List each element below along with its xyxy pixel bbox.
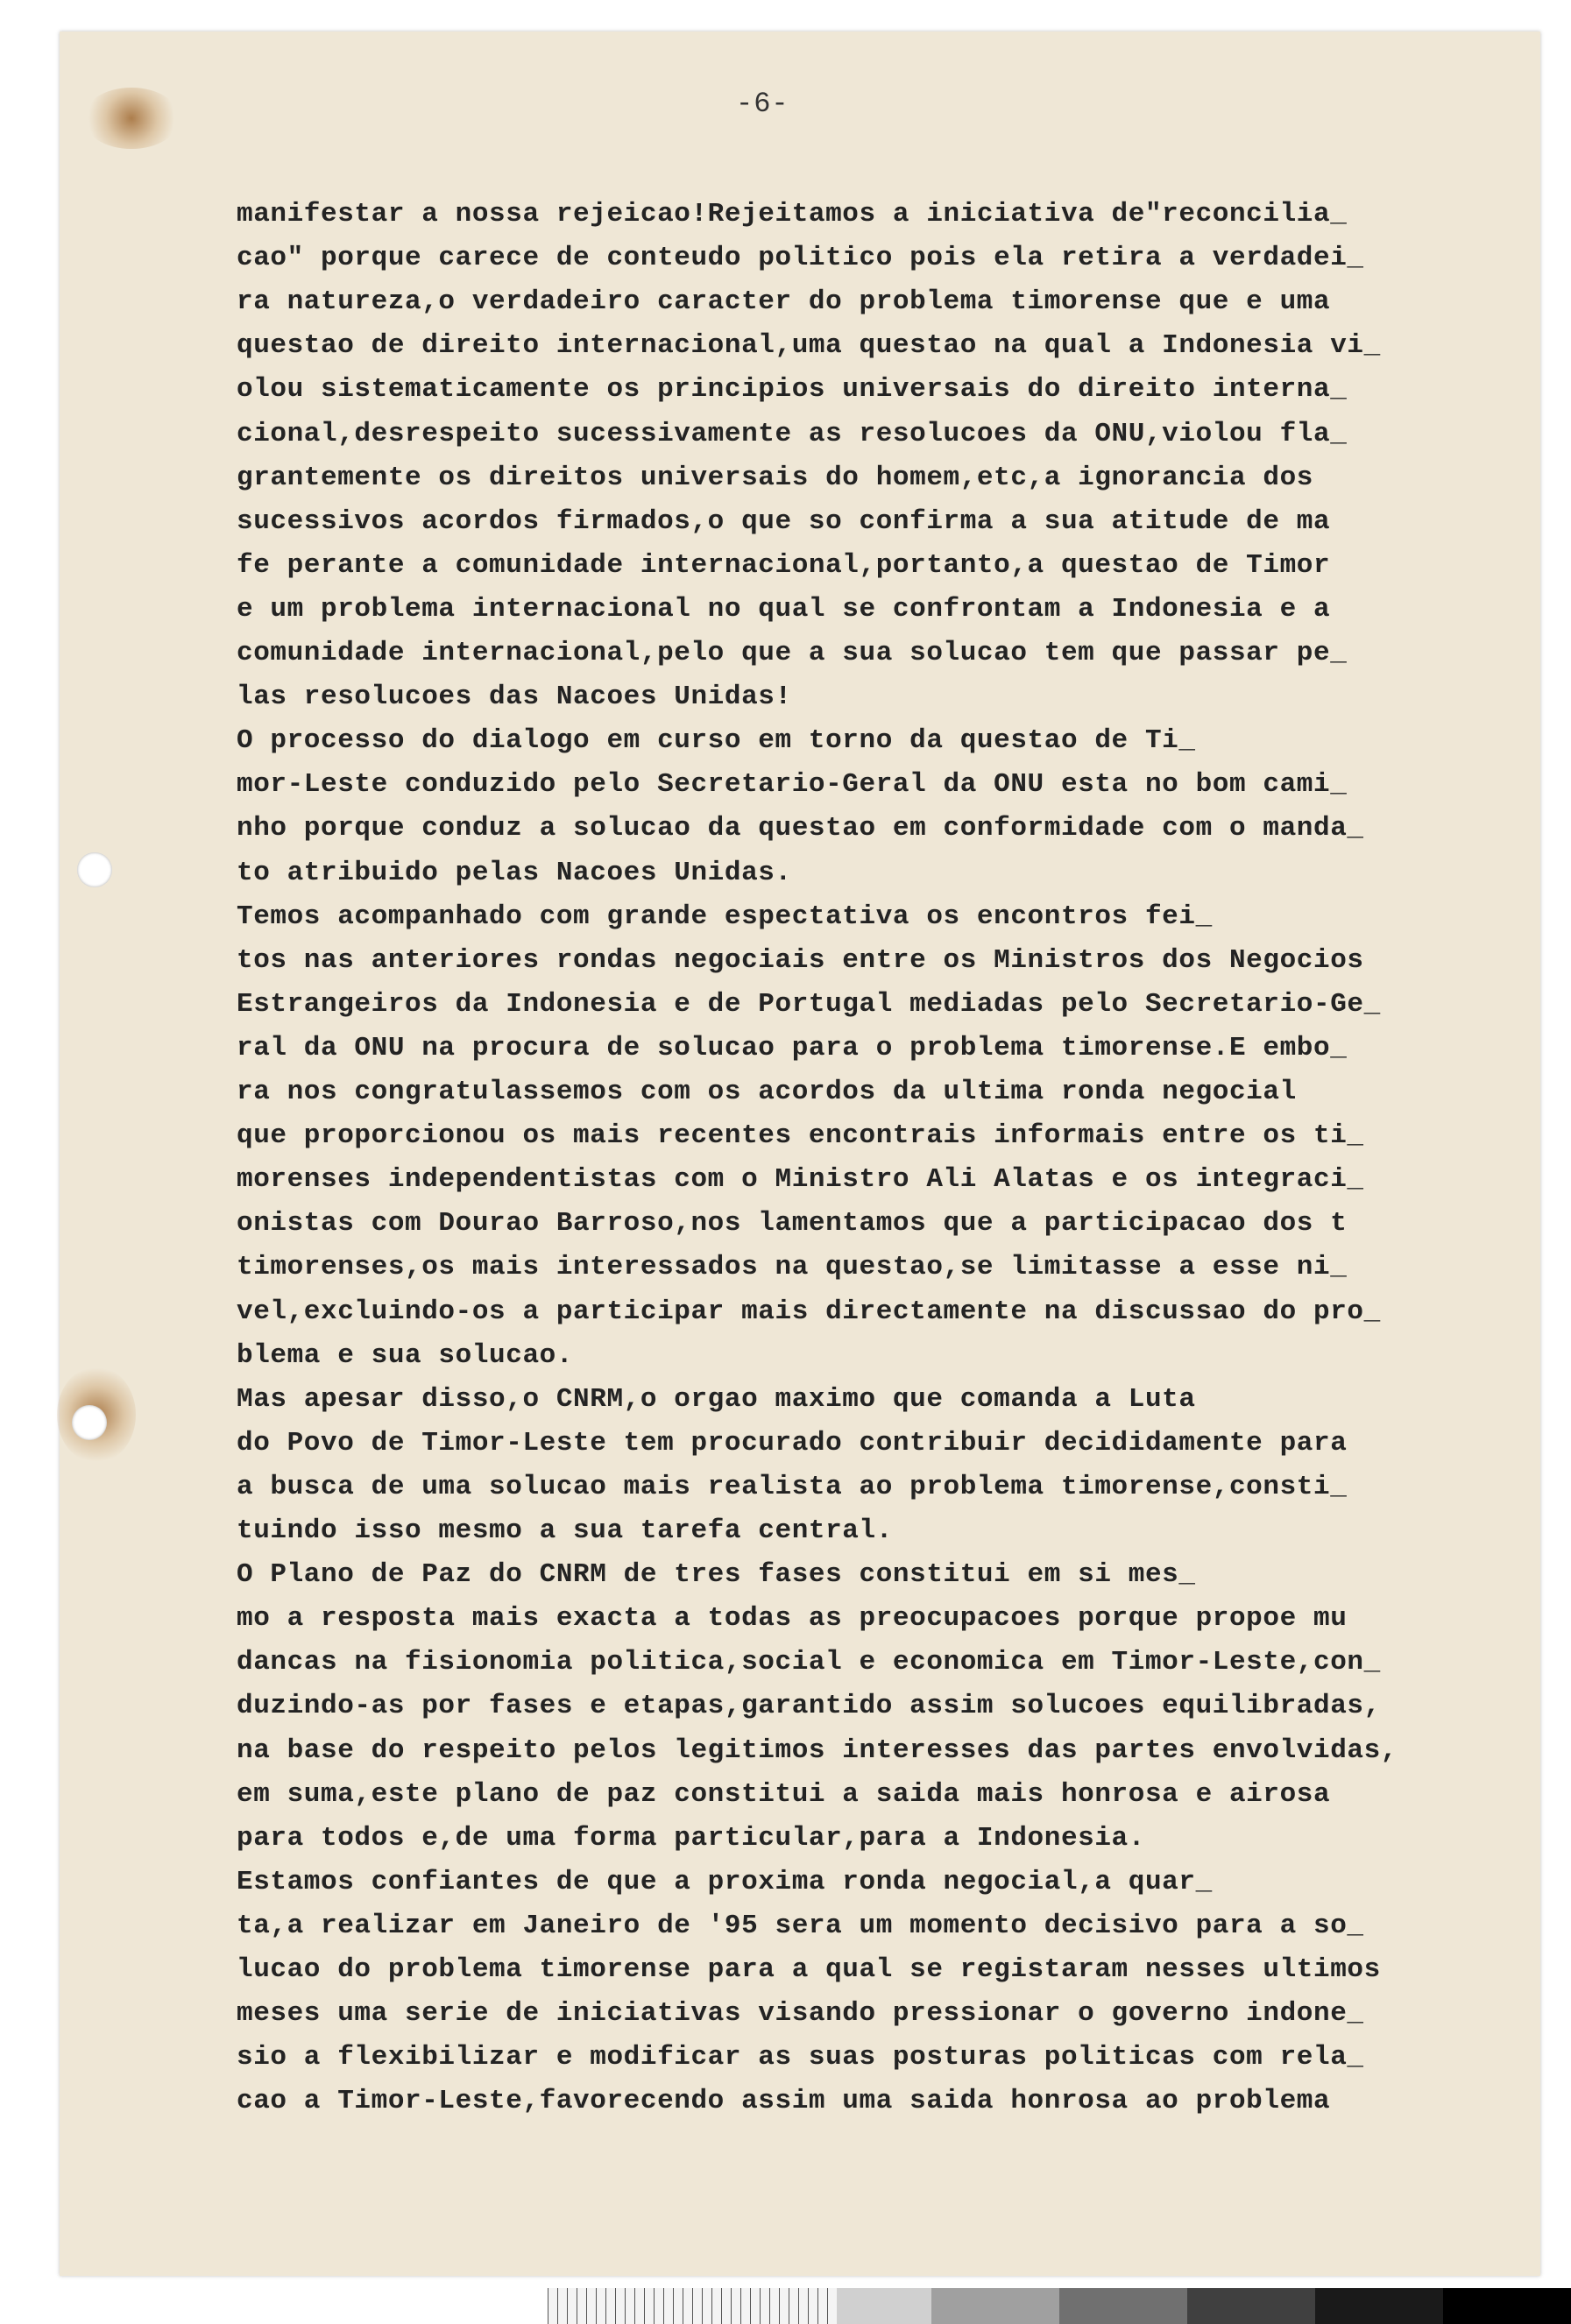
text-line: em suma,este plano de paz constitui a saida mais honrosa e airosa xyxy=(237,1778,1331,1810)
text-line: que proporcionou os mais recentes encontrais informais entre os ti_ xyxy=(237,1120,1364,1152)
text-line: Mas apesar disso,o CNRM,o orgao maximo que comanda a Luta xyxy=(237,1383,1196,1415)
text-line: e um problema internacional no qual se confrontam a Indonesia e a xyxy=(237,593,1331,625)
text-line: grantemente os direitos universais do homem,etc,a ignorancia dos xyxy=(237,462,1313,493)
rust-stain xyxy=(83,88,180,149)
text-line: Estrangeiros da Indonesia e de Portugal mediadas pelo Secretario-Ge_ xyxy=(237,988,1381,1020)
text-line: tos nas anteriores rondas negociais entre os Ministros dos Negocios xyxy=(237,944,1364,976)
text-line: lucao do problema timorense para a qual se registaram nesses ultimos xyxy=(237,1954,1381,1985)
text-line: na base do respeito pelos legitimos interesses das partes envolvidas, xyxy=(237,1734,1398,1766)
text-line: cional,desrespeito sucessivamente as resolucoes da ONU,violou fla_ xyxy=(237,418,1348,449)
text-line: olou sistematicamente os principios universais do direito interna_ xyxy=(237,374,1348,406)
text-line: Temos acompanhado com grande espectativa os encontros fei_ xyxy=(237,901,1213,932)
text-line: to atribuido pelas Nacoes Unidas. xyxy=(237,857,792,888)
text-line: para todos e,de uma forma particular,para a Indonesia. xyxy=(237,1822,1145,1854)
text-line: las resolucoes das Nacoes Unidas! xyxy=(237,682,792,713)
punch-hole xyxy=(77,852,112,887)
text-line: onistas com Dourao Barroso,nos lamentamos que a participacao dos t xyxy=(237,1208,1348,1240)
scale-ruler xyxy=(548,2288,837,2324)
text-line: blema e sua solucao. xyxy=(237,1339,574,1371)
text-line: O Plano de Paz do CNRM de tres fases constitui em si mes_ xyxy=(237,1559,1196,1591)
text-line: O processo do dialogo em curso em torno da questao de Ti_ xyxy=(237,725,1196,757)
text-line: morenses independentistas com o Ministro Ali Alatas e os integraci_ xyxy=(237,1164,1364,1196)
text-line: vel,excluindo-os a participar mais directamente na discussao do pro_ xyxy=(237,1296,1381,1327)
text-line: tuindo isso mesmo a sua tarefa central. xyxy=(237,1515,893,1546)
punch-hole xyxy=(72,1405,107,1440)
text-line: meses uma serie de iniciativas visando pressionar o governo indone_ xyxy=(237,1998,1364,2030)
text-line: cao a Timor-Leste,favorecendo assim uma saida honrosa ao problema xyxy=(237,2086,1331,2117)
text-line: ra natureza,o verdadeiro caracter do problema timorense que e uma xyxy=(237,286,1331,318)
text-line: mor-Leste conduzido pelo Secretario-Geral da ONU esta no bom cami_ xyxy=(237,769,1348,801)
text-line: ral da ONU na procura de solucao para o problema timorense.E embo_ xyxy=(237,1032,1348,1063)
text-line: timorenses,os mais interessados na questao,se limitasse a esse ni_ xyxy=(237,1252,1348,1283)
text-line: do Povo de Timor-Leste tem procurado contribuir decididamente para xyxy=(237,1427,1348,1459)
text-line: sucessivos acordos firmados,o que so confirma a sua atitude de ma xyxy=(237,505,1331,537)
text-line: a busca de uma solucao mais realista ao problema timorense,consti_ xyxy=(237,1471,1348,1502)
text-line: Estamos confiantes de que a proxima ronda negocial,a quar_ xyxy=(237,1866,1213,1897)
text-line: ta,a realizar em Janeiro de '95 sera um momento decisivo para a so_ xyxy=(237,1910,1364,1941)
text-line: duzindo-as por fases e etapas,garantido assim solucoes equilibradas, xyxy=(237,1691,1381,1722)
text-line: dancas na fisionomia politica,social e economica em Timor-Leste,con_ xyxy=(237,1647,1381,1678)
text-line: cao" porque carece de conteudo politico pois ela retira a verdadei_ xyxy=(237,243,1364,274)
text-line: fe perante a comunidade internacional,portanto,a questao de Timor xyxy=(237,549,1331,581)
text-line: manifestar a nossa rejeicao!Rejeitamos a iniciativa de"reconcilia_ xyxy=(237,199,1348,230)
text-line: comunidade internacional,pelo que a sua solucao tem que passar pe_ xyxy=(237,638,1348,668)
text-line: sio a flexibilizar e modificar as suas posturas politicas com rela_ xyxy=(237,2042,1364,2073)
text-line: nho porque conduz a solucao da questao em conformidade com o manda_ xyxy=(237,813,1364,844)
page-number: -6- xyxy=(736,88,789,120)
text-line: questao de direito internacional,uma questao na qual a Indonesia vi_ xyxy=(237,330,1381,362)
text-line: ra nos congratulassemos com os acordos da ultima ronda negocial xyxy=(237,1077,1297,1107)
text-line: mo a resposta mais exacta a todas as preocupacoes porque propoe mu xyxy=(237,1603,1348,1635)
